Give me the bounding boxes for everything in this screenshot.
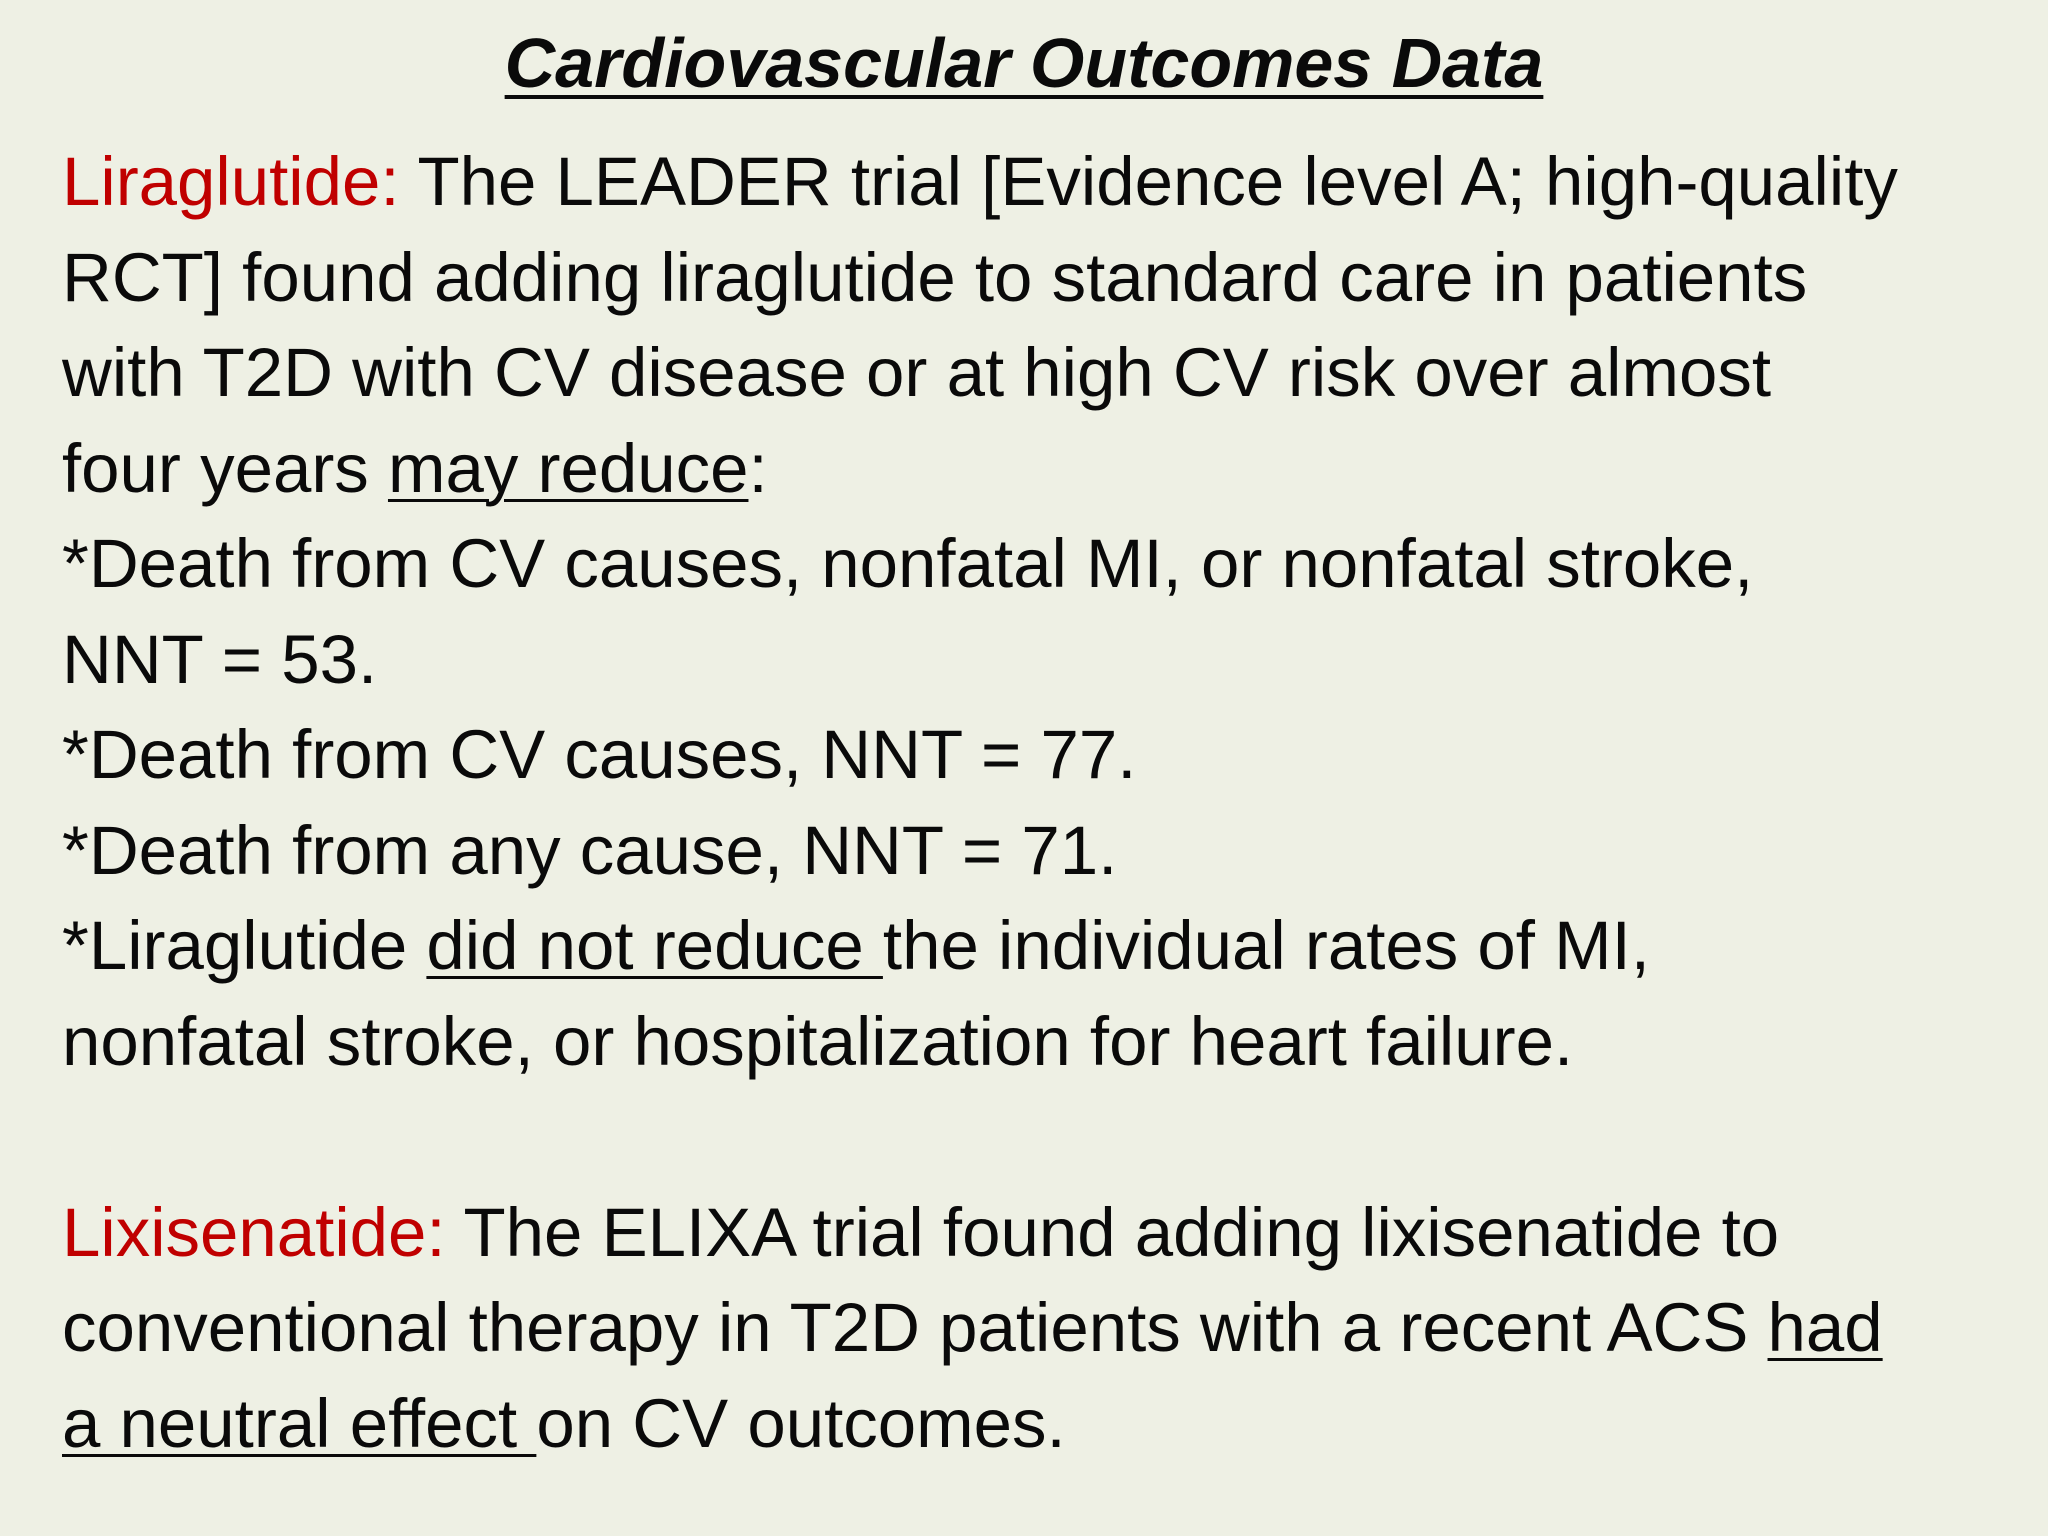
- liraglutide-bullet-3: *Death from any cause, NNT = 71.: [62, 811, 1118, 889]
- liraglutide-intro-4-prefix: four years: [62, 429, 388, 507]
- lixisenatide-line-3: [62, 1376, 2002, 1472]
- liraglutide-intro-line-4: [62, 421, 2002, 517]
- lixisenatide-section: [62, 1185, 2002, 1472]
- section-spacer: [62, 1089, 2002, 1185]
- liraglutide-bullet-4-suffix: the individual rates of MI,: [882, 907, 1650, 984]
- liraglutide-did-not-reduce: did not reduce: [426, 907, 883, 984]
- liraglutide-intro-line-3: with T2D with CV disease or at high CV risk over almost: [62, 334, 1772, 411]
- liraglutide-may-reduce: may reduce: [387, 429, 749, 507]
- lixisenatide-had: had: [1767, 1289, 1883, 1366]
- lixisenatide-neutral-effect: a neutral effect: [62, 1384, 537, 1462]
- liraglutide-bullet-2: *Death from CV causes, NNT = 77.: [62, 716, 1137, 793]
- liraglutide-bullet-1-line-1: *Death from CV causes, nonfatal MI, or nonfatal stroke,: [62, 525, 1754, 602]
- slide-title: Cardiovascular Outcomes Data: [504, 24, 1544, 102]
- slide-body: [62, 134, 2002, 1471]
- liraglutide-bullet-4-line-2: nonfatal stroke, or hospitalization for heart failure.: [62, 1002, 1574, 1080]
- liraglutide-bullet-4-line-1: [62, 898, 2002, 994]
- liraglutide-bullet-4-prefix: *Liraglutide: [62, 907, 427, 984]
- liraglutide-intro-line-2: RCT] found adding liraglutide to standard care in patients: [62, 238, 1808, 316]
- lixisenatide-label: Lixisenatide:: [62, 1193, 446, 1271]
- liraglutide-section: [62, 134, 2002, 1089]
- liraglutide-intro-4-suffix: :: [748, 429, 768, 507]
- liraglutide-bullet-1-line-2: NNT = 53.: [62, 620, 378, 698]
- liraglutide-label: Liraglutide:: [62, 143, 400, 220]
- lixisenatide-line-2: [62, 1280, 2002, 1376]
- lixisenatide-line-2-prefix: conventional therapy in T2D patients with a recent ACS: [62, 1289, 1768, 1366]
- lixisenatide-line-1: [62, 1185, 2002, 1281]
- lixisenatide-line-3-suffix: on CV outcomes.: [536, 1384, 1066, 1462]
- liraglutide-intro-line-1: [62, 134, 2002, 230]
- liraglutide-intro-text-1: The LEADER trial [Evidence level A; high-quality: [399, 143, 1898, 220]
- lixisenatide-text-1: The ELIXA trial found adding lixisenatide to: [445, 1193, 1780, 1271]
